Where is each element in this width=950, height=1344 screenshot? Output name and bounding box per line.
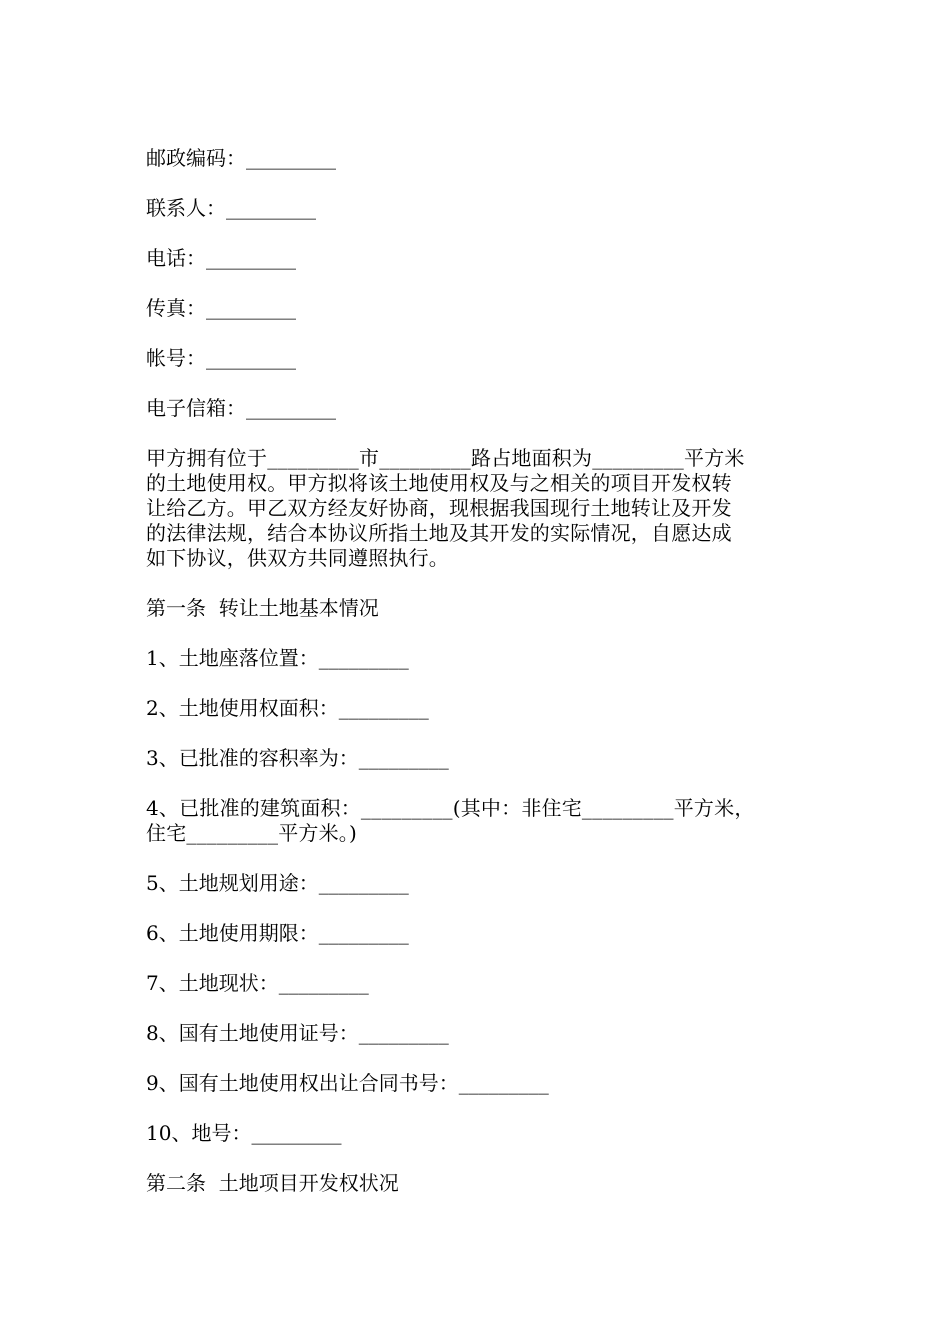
intro-line-3: 让给乙方。甲乙双方经友好协商，现根据我国现行土地转让及开发 — [146, 496, 732, 520]
intro-line-2: 的土地使用权。甲方拟将该土地使用权及与之相关的项目开发权转 — [146, 471, 732, 495]
item-4-building-area — [146, 796, 826, 846]
postal-code-line: 邮政编码：_________ — [146, 146, 336, 170]
item-5-use: 5、土地规划用途：_________ — [146, 871, 409, 895]
intro-line-1: 甲方拥有位于_________市_________路占地面积为_________平方米 — [146, 446, 745, 470]
item-2-area: 2、土地使用权面积：_________ — [146, 696, 429, 720]
item-3-plot-ratio: 3、已批准的容积率为：_________ — [146, 746, 449, 770]
item-1-location: 1、土地座落位置：_________ — [146, 646, 409, 670]
contact-person-line: 联系人：_________ — [146, 196, 316, 220]
item-4-line-1: 4、已批准的建筑面积：_________(其中：非住宅_________平方米， — [146, 796, 755, 820]
section-1-title: 第一条 转让土地基本情况 — [146, 596, 379, 620]
item-6-term: 6、土地使用期限：_________ — [146, 921, 409, 945]
phone-line: 电话：_________ — [146, 246, 296, 270]
item-9-contract-no: 9、国有土地使用权出让合同书号：_________ — [146, 1071, 549, 1095]
item-7-status: 7、土地现状：_________ — [146, 971, 369, 995]
document-page — [146, 146, 826, 1221]
intro-line-4: 的法律法规，结合本协议所指土地及其开发的实际情况，自愿达成 — [146, 521, 732, 545]
account-line: 帐号：_________ — [146, 346, 296, 370]
item-10-lot-no: 10、地号：_________ — [146, 1121, 342, 1145]
section-2-title: 第二条 土地项目开发权状况 — [146, 1171, 399, 1195]
intro-paragraph — [146, 446, 826, 571]
fax-line: 传真：_________ — [146, 296, 296, 320]
item-4-line-2: 住宅_________平方米。) — [146, 821, 358, 845]
item-8-certificate: 8、国有土地使用证号：_________ — [146, 1021, 449, 1045]
intro-line-5: 如下协议，供双方共同遵照执行。 — [146, 546, 449, 570]
email-line: 电子信箱：_________ — [146, 396, 336, 420]
